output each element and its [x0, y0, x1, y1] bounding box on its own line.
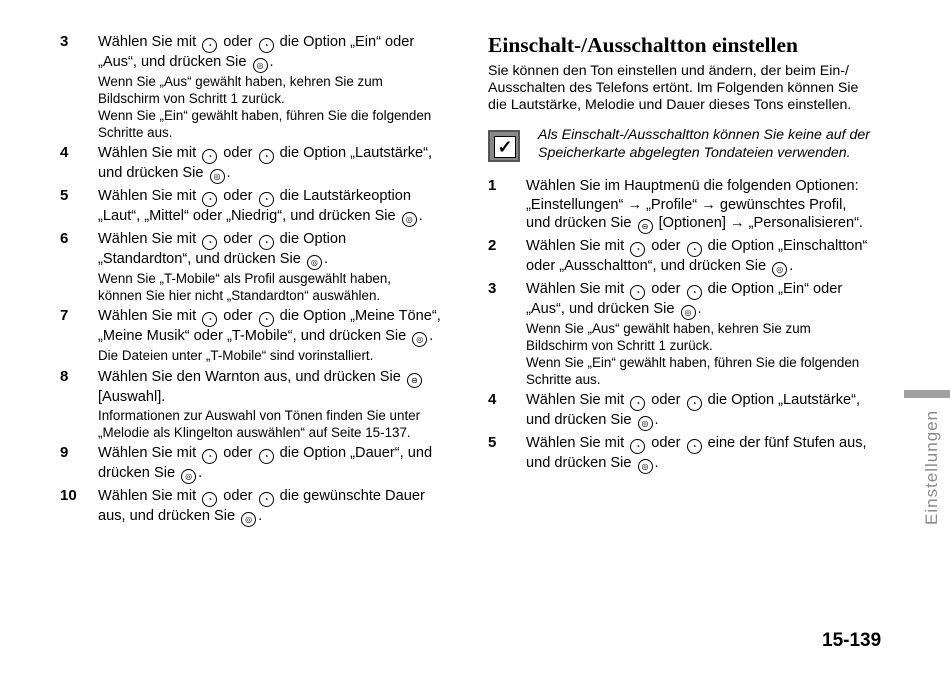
navigation-key-icon: ◔ [202, 492, 217, 507]
step-text: Wählen Sie mit ◔ oder ◔ die Option „Standardton“, und drücken Sie ◎ . [98, 230, 460, 270]
step-number: 10 [60, 487, 77, 504]
section-title: Einschalt-/Ausschaltton einstellen [488, 33, 798, 57]
step-number: 7 [60, 307, 69, 324]
step-number: 4 [60, 144, 69, 161]
navigation-key-icon: ◔ [202, 149, 217, 164]
center-key-icon: ◎ [210, 169, 225, 184]
step-text: Wählen Sie mit ◔ oder ◔ die Lautstärkeoption „Laut“, „Mittel“ oder „Niedrig“, und drücken Sie ◎ . [98, 187, 460, 227]
center-key-icon: ◎ [307, 255, 322, 270]
navigation-key-icon: ◔ [202, 235, 217, 250]
step-number: 3 [488, 280, 497, 297]
chapter-label-text: Einstellungen [922, 409, 941, 525]
step-text: Wählen Sie mit ◔ oder ◔ die Option „Dauer“, und drücken Sie ◎ . [98, 444, 460, 484]
center-key-icon: ◎ [638, 459, 653, 474]
navigation-key-icon: ◔ [259, 38, 274, 53]
chapter-tab-marker [904, 390, 950, 398]
navigation-key-icon: ◔ [202, 312, 217, 327]
step-text: Wählen Sie mit ◔ oder ◔ die Option „Ein“ oder „Aus“, und drücken Sie ◎ . [526, 280, 893, 320]
hint-box [488, 126, 893, 170]
step-number: 5 [488, 434, 497, 451]
navigation-key-icon: ◔ [259, 492, 274, 507]
center-key-icon: ◎ [412, 332, 427, 347]
navigation-key-icon: ◔ [259, 449, 274, 464]
navigation-key-icon: ◔ [259, 235, 274, 250]
center-key-icon: ◎ [681, 305, 696, 320]
step-text: Wählen Sie mit ◔ oder ◔ die Option „Einschaltton“ oder „Ausschaltton“, und drücken Sie ◎ . [526, 237, 893, 277]
step-text: Wählen Sie mit ◔ oder ◔ die Option „Meine Töne“, „Meine Musik“ oder „T-Mobile“, und drücken Sie ◎ . [98, 307, 460, 347]
step-text: Wählen Sie mit ◔ oder ◔ die Option „Lautstärke“, und drücken Sie ◎ . [526, 391, 893, 431]
step-number: 3 [60, 33, 69, 50]
navigation-key-icon: ◔ [630, 396, 645, 411]
step-number: 1 [488, 177, 497, 194]
step-number: 5 [60, 187, 69, 204]
chapter-side-label [900, 405, 941, 525]
navigation-key-icon: ◔ [630, 242, 645, 257]
step-text: Wählen Sie den Warnton aus, und drücken Sie ⊖ [Auswahl]. [98, 368, 460, 407]
step-text: Wählen Sie mit ◔ oder ◔ eine der fünf Stufen aus, und drücken Sie ◎ . [526, 434, 893, 474]
navigation-key-icon: ◔ [202, 192, 217, 207]
center-key-icon: ◎ [402, 212, 417, 227]
navigation-key-icon: ◔ [687, 396, 702, 411]
navigation-key-icon: ◔ [687, 439, 702, 454]
center-key-icon: ◎ [181, 469, 196, 484]
step-text: Wählen Sie im Hauptmenü die folgenden Optionen: „Einstellungen“ → „Profile“ → gewünschtes Profil, und drücken Sie ⊖ [Optionen] → „Personalisieren“. [526, 177, 893, 234]
navigation-key-icon: ◔ [259, 312, 274, 327]
page-number: 15-139 [822, 630, 882, 651]
soft-key-icon: ⊖ [638, 219, 653, 234]
navigation-key-icon: ◔ [259, 149, 274, 164]
step-note: Wenn Sie „Aus“ gewählt haben, kehren Sie zum Bildschirm von Schritt 1 zurück. Wenn Sie „Ein“ gewählt haben, führen Sie die folgenden Schritte aus. [526, 321, 860, 387]
navigation-key-icon: ◔ [687, 285, 702, 300]
center-key-icon: ◎ [241, 512, 256, 527]
section-intro: Sie können den Ton einstellen und ändern, der beim Ein-/ Ausschalten des Telefons ertönt. Im Folgenden können Sie die Lautstärke, Melodie und Dauer dieses Tons einstellen. [488, 63, 859, 113]
navigation-key-icon: ◔ [259, 192, 274, 207]
checkmark-hint-icon: ✓ [488, 130, 520, 162]
step-number: 9 [60, 444, 69, 461]
step-text: Wählen Sie mit ◔ oder ◔ die gewünschte Dauer aus, und drücken Sie ◎ . [98, 487, 460, 527]
navigation-key-icon: ◔ [202, 38, 217, 53]
step-number: 4 [488, 391, 497, 408]
hint-text: Als Einschalt-/Ausschaltton können Sie keine auf der Speicherkarte abgelegten Tondateien verwenden. [538, 127, 871, 161]
navigation-key-icon: ◔ [687, 242, 702, 257]
step-text: Wählen Sie mit ◔ oder ◔ die Option „Ein“ oder „Aus“, und drücken Sie ◎ . [98, 33, 460, 73]
navigation-key-icon: ◔ [202, 449, 217, 464]
step-note: Wenn Sie „T-Mobile“ als Profil ausgewählt haben, können Sie hier nicht „Standardton“ auswählen. [98, 271, 392, 303]
step-text: Wählen Sie mit ◔ oder ◔ die Option „Lautstärke“, und drücken Sie ◎ . [98, 144, 460, 184]
center-key-icon: ◎ [638, 416, 653, 431]
step-note: Informationen zur Auswahl von Tönen finden Sie unter „Melodie als Klingelton auswählen“ auf Seite 15-137. [98, 407, 421, 440]
navigation-key-icon: ◔ [630, 285, 645, 300]
step-number: 6 [60, 230, 69, 247]
step-note: Die Dateien unter „T-Mobile“ sind vorinstalliert. [98, 348, 374, 363]
soft-key-icon: ⊖ [407, 373, 422, 388]
step-number: 2 [488, 237, 497, 254]
center-key-icon: ◎ [253, 58, 268, 73]
navigation-key-icon: ◔ [630, 439, 645, 454]
step-number: 8 [60, 368, 69, 385]
center-key-icon: ◎ [772, 262, 787, 277]
step-note: Wenn Sie „Aus“ gewählt haben, kehren Sie zum Bildschirm von Schritt 1 zurück. Wenn Sie „Ein“ gewählt haben, führen Sie die folgenden Schritte aus. [98, 74, 432, 140]
